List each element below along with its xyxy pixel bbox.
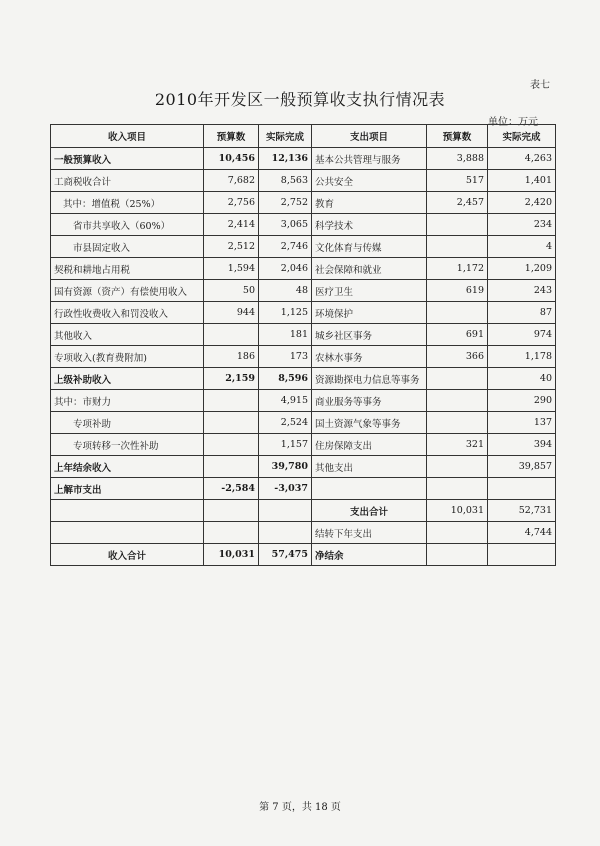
header-expense-actual: 实际完成 <box>488 125 556 148</box>
expense-actual-cell: 137 <box>488 412 556 434</box>
expense-item-cell: 农林水事务 <box>312 346 427 368</box>
expense-actual-cell: 39,857 <box>488 456 556 478</box>
expense-actual-cell: 1,401 <box>488 170 556 192</box>
expense-actual-cell: 234 <box>488 214 556 236</box>
expense-budget-cell <box>427 236 488 258</box>
table-row <box>51 368 556 390</box>
income-item-cell: 市县固定收入 <box>51 236 204 258</box>
expense-budget-cell <box>427 544 488 566</box>
expense-item-cell: 基本公共管理与服务 <box>312 148 427 170</box>
expense-item-cell: 净结余 <box>312 544 427 566</box>
expense-budget-cell <box>427 390 488 412</box>
income-item-cell: 省市共享收入（60%） <box>51 214 204 236</box>
table-row <box>51 192 556 214</box>
income-budget-cell: 2,159 <box>204 368 259 390</box>
table-row <box>51 302 556 324</box>
expense-actual-cell: 2,420 <box>488 192 556 214</box>
expense-item-cell: 教育 <box>312 192 427 214</box>
income-actual-cell: 48 <box>259 280 312 302</box>
expense-budget-cell <box>427 456 488 478</box>
income-item-cell: 专项收入(教育费附加) <box>51 346 204 368</box>
expense-item-cell: 社会保障和就业 <box>312 258 427 280</box>
expense-actual-cell: 290 <box>488 390 556 412</box>
budget-table <box>50 124 556 566</box>
expense-budget-cell <box>427 522 488 544</box>
table-row <box>51 258 556 280</box>
expense-budget-cell: 691 <box>427 324 488 346</box>
unit-label: 单位：万元 <box>488 117 538 128</box>
income-item-cell <box>51 500 204 522</box>
expense-item-cell: 医疗卫生 <box>312 280 427 302</box>
table-row <box>51 324 556 346</box>
income-budget-cell: 2,512 <box>204 236 259 258</box>
table-row <box>51 346 556 368</box>
income-item-cell: 行政性收费收入和罚没收入 <box>51 302 204 324</box>
table-row <box>51 390 556 412</box>
income-budget-cell <box>204 390 259 412</box>
income-actual-cell: 8,596 <box>259 368 312 390</box>
expense-actual-cell: 4,744 <box>488 522 556 544</box>
income-actual-cell: 2,746 <box>259 236 312 258</box>
expense-actual-cell: 394 <box>488 434 556 456</box>
expense-item-cell <box>312 478 427 500</box>
table-row <box>51 280 556 302</box>
income-actual-cell <box>259 500 312 522</box>
income-item-cell: 工商税收合计 <box>51 170 204 192</box>
income-budget-cell: 10,456 <box>204 148 259 170</box>
expense-actual-cell: 4,263 <box>488 148 556 170</box>
income-budget-cell: 186 <box>204 346 259 368</box>
expense-actual-cell: 1,209 <box>488 258 556 280</box>
income-item-cell: 上年结余收入 <box>51 456 204 478</box>
income-item-cell <box>51 522 204 544</box>
income-item-cell: 其中：增值税（25%） <box>51 192 204 214</box>
table-row <box>51 500 556 522</box>
expense-actual-cell: 87 <box>488 302 556 324</box>
table-row <box>51 544 556 566</box>
table-row <box>51 522 556 544</box>
header-income-budget: 预算数 <box>204 125 259 148</box>
expense-item-cell: 住房保障支出 <box>312 434 427 456</box>
income-item-cell: 其中：市财力 <box>51 390 204 412</box>
income-item-cell: 上级补助收入 <box>51 368 204 390</box>
income-actual-cell: 4,915 <box>259 390 312 412</box>
expense-budget-cell: 321 <box>427 434 488 456</box>
expense-actual-cell: 1,178 <box>488 346 556 368</box>
expense-item-cell: 支出合计 <box>312 500 427 522</box>
income-budget-cell: 2,756 <box>204 192 259 214</box>
expense-actual-cell: 52,731 <box>488 500 556 522</box>
income-budget-cell <box>204 522 259 544</box>
income-budget-cell <box>204 324 259 346</box>
income-item-cell: 专项转移一次性补助 <box>51 434 204 456</box>
table-row <box>51 236 556 258</box>
expense-item-cell: 其他支出 <box>312 456 427 478</box>
income-budget-cell: -2,584 <box>204 478 259 500</box>
expense-item-cell: 结转下年支出 <box>312 522 427 544</box>
income-budget-cell <box>204 434 259 456</box>
expense-item-cell: 环境保护 <box>312 302 427 324</box>
table-header-row <box>51 125 556 148</box>
income-budget-cell <box>204 500 259 522</box>
table-body <box>51 148 556 566</box>
income-actual-cell: 39,780 <box>259 456 312 478</box>
table-row <box>51 478 556 500</box>
table-row <box>51 412 556 434</box>
expense-actual-cell: 4 <box>488 236 556 258</box>
expense-actual-cell <box>488 544 556 566</box>
income-actual-cell: 57,475 <box>259 544 312 566</box>
income-actual-cell: 3,065 <box>259 214 312 236</box>
expense-budget-cell <box>427 214 488 236</box>
expense-item-cell: 城乡社区事务 <box>312 324 427 346</box>
expense-item-cell: 商业服务等事务 <box>312 390 427 412</box>
income-budget-cell: 10,031 <box>204 544 259 566</box>
expense-item-cell: 资源勘探电力信息等事务 <box>312 368 427 390</box>
expense-actual-cell: 974 <box>488 324 556 346</box>
income-actual-cell: 1,125 <box>259 302 312 324</box>
header-expense-item: 支出项目 <box>312 125 427 148</box>
header-income-item: 收入项目 <box>51 125 204 148</box>
income-actual-cell: 173 <box>259 346 312 368</box>
expense-budget-cell: 1,172 <box>427 258 488 280</box>
income-actual-cell: 8,563 <box>259 170 312 192</box>
income-actual-cell: 181 <box>259 324 312 346</box>
expense-item-cell: 国土资源气象等事务 <box>312 412 427 434</box>
income-actual-cell <box>259 522 312 544</box>
income-item-cell: 契税和耕地占用税 <box>51 258 204 280</box>
expense-budget-cell <box>427 302 488 324</box>
expense-actual-cell <box>488 478 556 500</box>
header-expense-budget: 预算数 <box>427 125 488 148</box>
income-actual-cell: 12,136 <box>259 148 312 170</box>
expense-budget-cell: 517 <box>427 170 488 192</box>
income-budget-cell: 50 <box>204 280 259 302</box>
income-item-cell: 一般预算收入 <box>51 148 204 170</box>
expense-actual-cell: 243 <box>488 280 556 302</box>
page-footer: 第 7 页，共 18 页 <box>259 802 341 813</box>
income-actual-cell: 2,752 <box>259 192 312 214</box>
income-budget-cell <box>204 456 259 478</box>
income-actual-cell: 2,524 <box>259 412 312 434</box>
table-row <box>51 456 556 478</box>
expense-budget-cell <box>427 412 488 434</box>
expense-budget-cell: 366 <box>427 346 488 368</box>
expense-item-cell: 文化体育与传媒 <box>312 236 427 258</box>
expense-budget-cell <box>427 478 488 500</box>
income-budget-cell: 1,594 <box>204 258 259 280</box>
income-item-cell: 上解市支出 <box>51 478 204 500</box>
income-budget-cell <box>204 412 259 434</box>
income-actual-cell: 2,046 <box>259 258 312 280</box>
table-row <box>51 148 556 170</box>
expense-item-cell: 科学技术 <box>312 214 427 236</box>
income-budget-cell: 7,682 <box>204 170 259 192</box>
expense-budget-cell: 10,031 <box>427 500 488 522</box>
income-budget-cell: 944 <box>204 302 259 324</box>
expense-item-cell: 公共安全 <box>312 170 427 192</box>
income-item-cell: 国有资源（资产）有偿使用收入 <box>51 280 204 302</box>
header-income-actual: 实际完成 <box>259 125 312 148</box>
table-row <box>51 170 556 192</box>
expense-budget-cell: 3,888 <box>427 148 488 170</box>
income-budget-cell: 2,414 <box>204 214 259 236</box>
income-item-cell: 收入合计 <box>51 544 204 566</box>
expense-budget-cell <box>427 368 488 390</box>
table-row <box>51 214 556 236</box>
table-number: 表七 <box>530 80 550 91</box>
expense-budget-cell: 619 <box>427 280 488 302</box>
income-actual-cell: -3,037 <box>259 478 312 500</box>
income-actual-cell: 1,157 <box>259 434 312 456</box>
income-item-cell: 专项补助 <box>51 412 204 434</box>
table-row <box>51 434 556 456</box>
expense-actual-cell: 40 <box>488 368 556 390</box>
page-title: 2010年开发区一般预算收支执行情况表 <box>154 90 446 109</box>
income-item-cell: 其他收入 <box>51 324 204 346</box>
expense-budget-cell: 2,457 <box>427 192 488 214</box>
